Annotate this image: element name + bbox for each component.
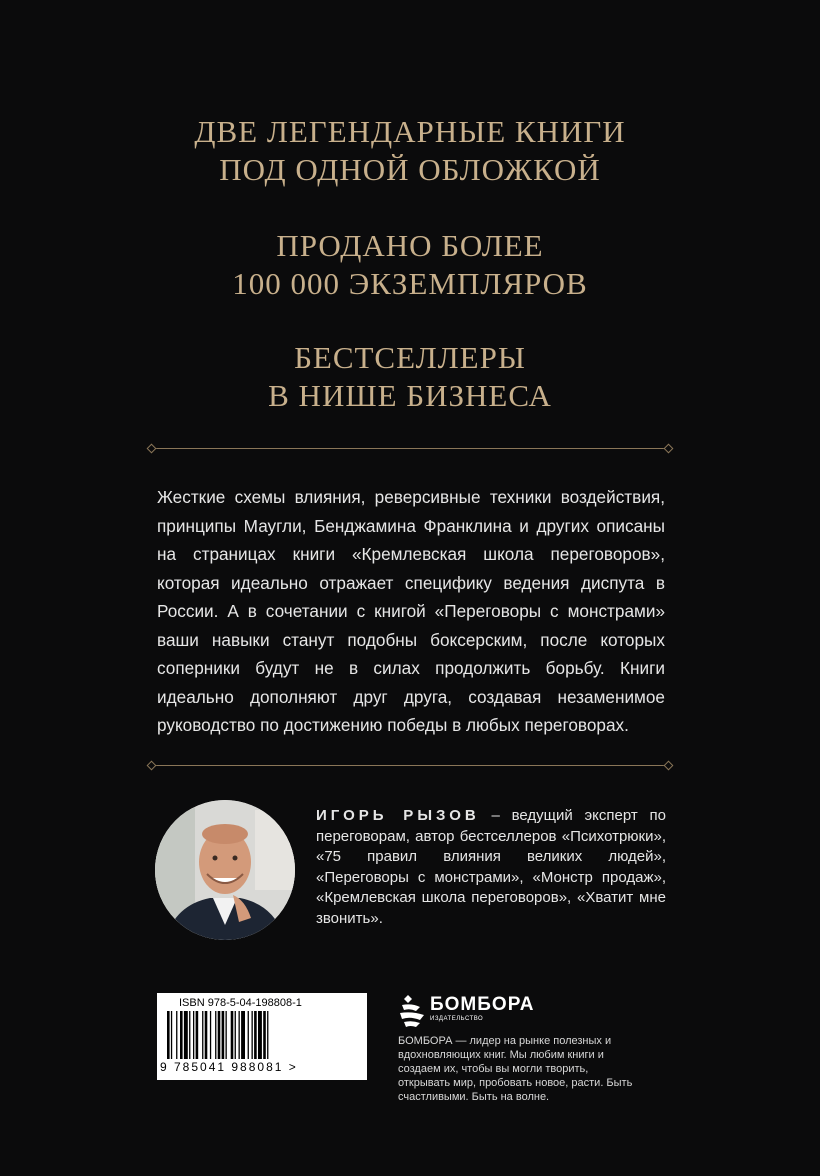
barcode: [157, 993, 367, 1080]
author-photo: [155, 800, 295, 940]
headline-3: [0, 339, 820, 415]
headline-3-line-1: БЕСТСЕЛЛЕРЫ: [294, 340, 526, 375]
isbn-number: ISBN 978-5-04-198808-1: [179, 997, 302, 1009]
headline-1-line-2: ПОД ОДНОЙ ОБЛОЖКОЙ: [219, 152, 601, 187]
headline-2-line-2: 100 000 ЭКЗЕМПЛЯРОВ: [232, 266, 588, 301]
barcode-bars: [163, 1011, 361, 1061]
publisher-logo-subtitle: ИЗДАТЕЛЬСТВО: [430, 1016, 484, 1022]
divider-top: [155, 448, 665, 449]
author-portrait-icon: [155, 800, 295, 940]
author-bio: [316, 806, 666, 929]
headline-2-line-1: ПРОДАНО БОЛЕЕ: [276, 228, 544, 263]
divider-bottom: [155, 765, 665, 766]
description-text: Жесткие схемы влияния, реверсивные техники воздействия, принципы Маугли, Бенджамина Франклина и других описаны на страницах книги «Кремлевская школа переговоров», которая идеально отражает специфику ведения диспута в России. А в сочетании с книгой «Переговоры с монстрами» ваши навыки станут подобны боксерским, после которых соперники будут не в силах продолжить борьбу. Книги идеально дополняют друг друга, создавая незаменимое руководство по достижению победы в любых переговорах.: [157, 487, 665, 735]
headline-2: [0, 227, 820, 303]
book-description: [157, 483, 665, 740]
headline-1: [0, 113, 820, 189]
publisher-logo-name: БОМБОРА: [430, 994, 535, 1015]
headline-3-line-2: В НИШЕ БИЗНЕСА: [268, 378, 552, 413]
author-name: ИГОРЬ РЫЗОВ: [316, 807, 480, 824]
publisher-description: БОМБОРА — лидер на рынке полезных и вдохновляющих книг. Мы любим книги и создаем их, чтобы вы могли творить, открывать мир, пробовать новое, расти. Быть счастливыми. Быть на волне.: [398, 1035, 633, 1103]
bombora-logo-icon: [398, 993, 426, 1029]
headline-1-line-1: ДВЕ ЛЕГЕНДАРНЫЕ КНИГИ: [194, 114, 626, 149]
author-bio-text: – ведущий эксперт по переговорам, автор бестселлеров «Психотрюки», «75 правил влияния великих людей», «Переговоры с монстрами», «Монстр продаж», «Кремлевская школа переговоров», «Хватит мне звонить».: [316, 807, 666, 927]
barcode-digits: 9 785041 988081 >: [160, 1060, 298, 1074]
